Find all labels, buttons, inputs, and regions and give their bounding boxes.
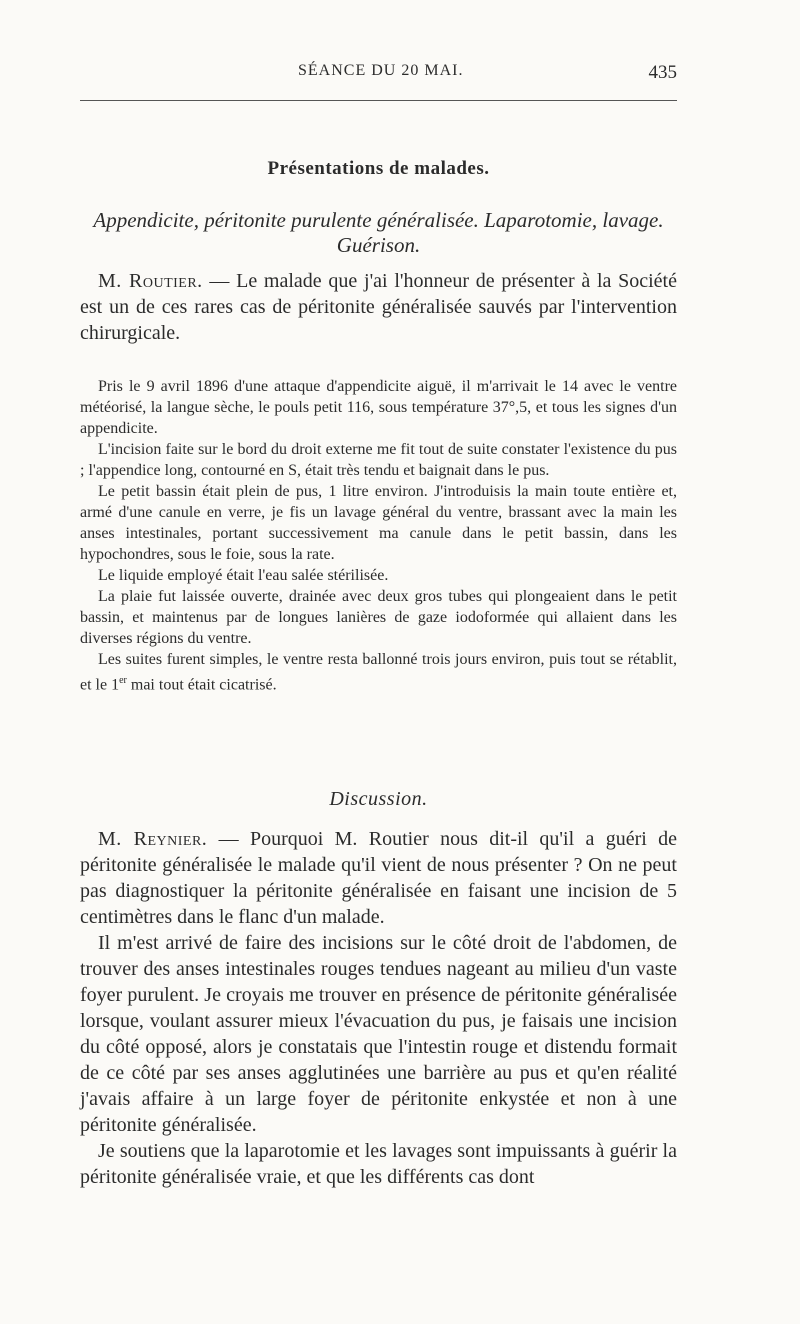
running-title: SÉANCE DU 20 MAI. (298, 62, 464, 79)
case-last-tail: mai tout était cicatrisé. (126, 676, 277, 694)
case-paragraph: L'incision faite sur le bord du droit externe me fit tout de suite constater l'existence du pus ; l'appendice long, contourné en S, était très tendu et baignait dans le pus. (80, 441, 677, 479)
case-report (80, 376, 677, 695)
case-paragraph-last (80, 649, 677, 695)
case-paragraph: Le liquide employé était l'eau salée stérilisée. (98, 567, 389, 584)
running-head (80, 62, 677, 90)
article-title-line-1: Appendicite, péritonite purulente généralisée. Laparotomie, lavage. (93, 208, 664, 232)
routier-intro-text: — Le malade que j'ai l'honneur de présenter à la Société est un de ces rares cas de péritonite généralisée sauvés par l'intervention chirurgicale. (80, 270, 677, 344)
page-number: 435 (648, 62, 677, 83)
section-title: Présentations de malades. (267, 158, 490, 179)
reynier-paragraph-2: Il m'est arrivé de faire des incisions sur le côté droit de l'abdomen, de trouver des anses intestinales rouges tendues nageant au milieu d'un vaste foyer purulent. Je croyais me trouver en présence de péritonite généralisée lorsque, voulant assurer mieux l'évacuation du pus, je faisais une incision du côté opposé, alors je constatais que l'intestin rouge et distendu formait de ce côté par ses anses agglutinées une barrière au pus et qu'en réalité j'avais affaire à un large foyer de péritonite enkystée et non à une péritonite généralisée. (80, 932, 677, 1136)
discussion-body (80, 826, 677, 1190)
article-title (80, 208, 677, 258)
speaker-reynier: M. Reynier. (98, 828, 208, 850)
header-rule (80, 100, 677, 101)
case-paragraph: La plaie fut laissée ouverte, drainée avec deux gros tubes qui plongeaient dans le petit bassin, et maintenus par de longues lanières de gaze iodoformée qui allaient dans les diverses régions du ventre. (80, 588, 677, 647)
article-title-line-2: Guérison. (336, 233, 421, 257)
speaker-routier: M. Routier. (98, 270, 203, 292)
case-last-text: Les suites furent simples, le ventre resta ballonné trois jours environ, puis tout se rétablit, et le 1 (80, 651, 677, 694)
case-paragraph: Pris le 9 avril 1896 d'une attaque d'appendicite aiguë, il m'arrivait le 14 avec le ventre météorisé, la langue sèche, le pouls petit 116, sous température 37°,5, et tous les signes d'un appendicite. (80, 378, 677, 437)
reynier-paragraph-1 (80, 826, 677, 930)
reynier-paragraph-3: Je soutiens que la laparotomie et les lavages sont impuissants à guérir la péritonite généralisée vraie, et que les différents cas dont (80, 1140, 677, 1188)
superscript-er: er (119, 675, 127, 686)
discussion-title: Discussion. (329, 788, 428, 810)
case-paragraph: Le petit bassin était plein de pus, 1 litre environ. J'introduisis la main toute entière et, armé d'une canule en verre, je fis un lavage général du ventre, brassant avec la main les anses intestinales, portant successivement ma canule dans le petit bassin, dans les hypochondres, sous le foie, sous la rate. (80, 483, 677, 563)
reynier-text-1: — Pourquoi M. Routier nous dit-il qu'il a guéri de péritonite généralisée le malade qu'il vient de nous présenter ? On ne peut pas diagnostiquer la péritonite généralisée en faisant une incision de 5 centimètres dans le flanc d'un malade. (80, 828, 677, 928)
routier-paragraph (80, 268, 677, 346)
